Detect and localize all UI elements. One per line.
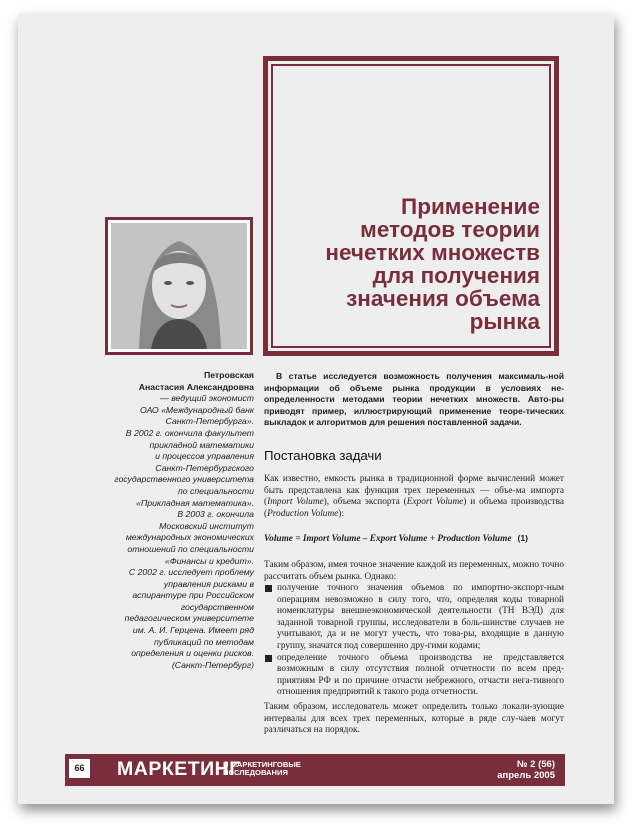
magazine-brand: МАРКЕТИНГ	[117, 758, 241, 780]
author-bio: — ведущий экономист ОАО «Международный банк Санкт-Петербурга». В 2002 г. окончила факультет прикладной математики и процессов управления Санкт-Петербургского государственного университета по специальности «Прикладная математика». В 2003 г. окончила Московский институт международных экономических отношений по специальности «Финансы и кредит». С 2002 г. исследует проблему управления рисками в аспирантуре при Российском государственном педагогическом университете им. А. И. Герцена. Имеет ряд публикаций по методам определения и оценки рисков. (Санкт-Петербург)	[114, 393, 254, 670]
list-item	[264, 653, 564, 699]
bullet-square-icon	[265, 655, 272, 662]
title-frame	[263, 56, 559, 356]
production-volume-term: Production Volume	[267, 508, 339, 519]
footer-bar	[65, 754, 565, 786]
paragraph-1	[264, 474, 564, 520]
paragraph-1-text-c: ) и объема производства (	[264, 497, 564, 519]
article-title: Применение методов теории нечетких множеств для получения значения объема рынка	[325, 194, 540, 334]
magazine-page	[18, 14, 614, 804]
paragraph-2: Таким образом, имея точное значение каждой из переменных, можно точно рассчитать объем рынка. Однако:	[264, 560, 564, 582]
formula-expression: Volume = Import Volume – Export Volume + Production Volume	[264, 534, 512, 544]
author-photo	[111, 223, 247, 349]
page-number: 66	[69, 759, 90, 778]
formula	[264, 533, 564, 544]
author-info	[94, 370, 254, 671]
section-heading: Постановка задачи	[264, 448, 382, 463]
list-item	[264, 583, 564, 653]
bullet-square-icon	[265, 585, 272, 592]
export-volume-term: Export Volume	[406, 497, 464, 508]
issue-info: № 2 (56) апрель 2005	[497, 759, 555, 781]
article-lead: В статье исследуется возможность получения максималь-ной информации об объеме рынка продукции в условиях не-определенности методами теории нечетких множеств. Авто-ры приводят пример, иллюстрирующий применение теоре-тических выкладок и алгоритмов для решения поставленной задачи.	[264, 371, 564, 428]
magazine-brand-subtitle: И МАРКЕТИНГОВЫЕ ИССЛЕДОВАНИЯ	[223, 760, 301, 777]
portrait-image	[111, 223, 247, 349]
author-name: Петровская Анастасия Александровна	[138, 370, 254, 392]
list-item-text: определение точного объема производства не представляется возможным в силу отсутствия полной отчетности по всем пред-приятиям РФ и по причине отчасти небрежного, отчасти нега-тивного отношения предприятий к такого рода отчетности.	[277, 652, 564, 698]
paragraph-3: Таким образом, исследователь может определить только локали-зующие интервалы для всех трех переменных, которые в ряде слу-чаев могут различаться на порядок.	[264, 702, 564, 736]
paragraph-1-text-b: ), объема экспорта (	[323, 497, 407, 508]
author-photo-frame	[105, 217, 253, 355]
list-item-text: получение точного значения объемов по импортно-экспорт-ным операциям невозможно в силу того, что, определяя коды товарной номенклатуры внешнеэкономической деятельности (ТН ВЭД) для заданной товарной группы, исследователи в боль-шинстве случаев не учитывают, да и не могут учесть, что това-ры, входящие в данную группу, значатся под совершенно дру-гими кодами;	[277, 583, 564, 651]
import-volume-term: Import Volume	[267, 497, 324, 508]
paragraph-1-text-a: Как известно, емкость рынка в традиционной форме вычислений может быть представлена как функция трех переменных — объе-ма импорта (	[264, 474, 564, 508]
formula-number: (1)	[517, 533, 528, 543]
bullet-list	[264, 583, 564, 699]
paragraph-1-text-d: ):	[338, 508, 344, 519]
